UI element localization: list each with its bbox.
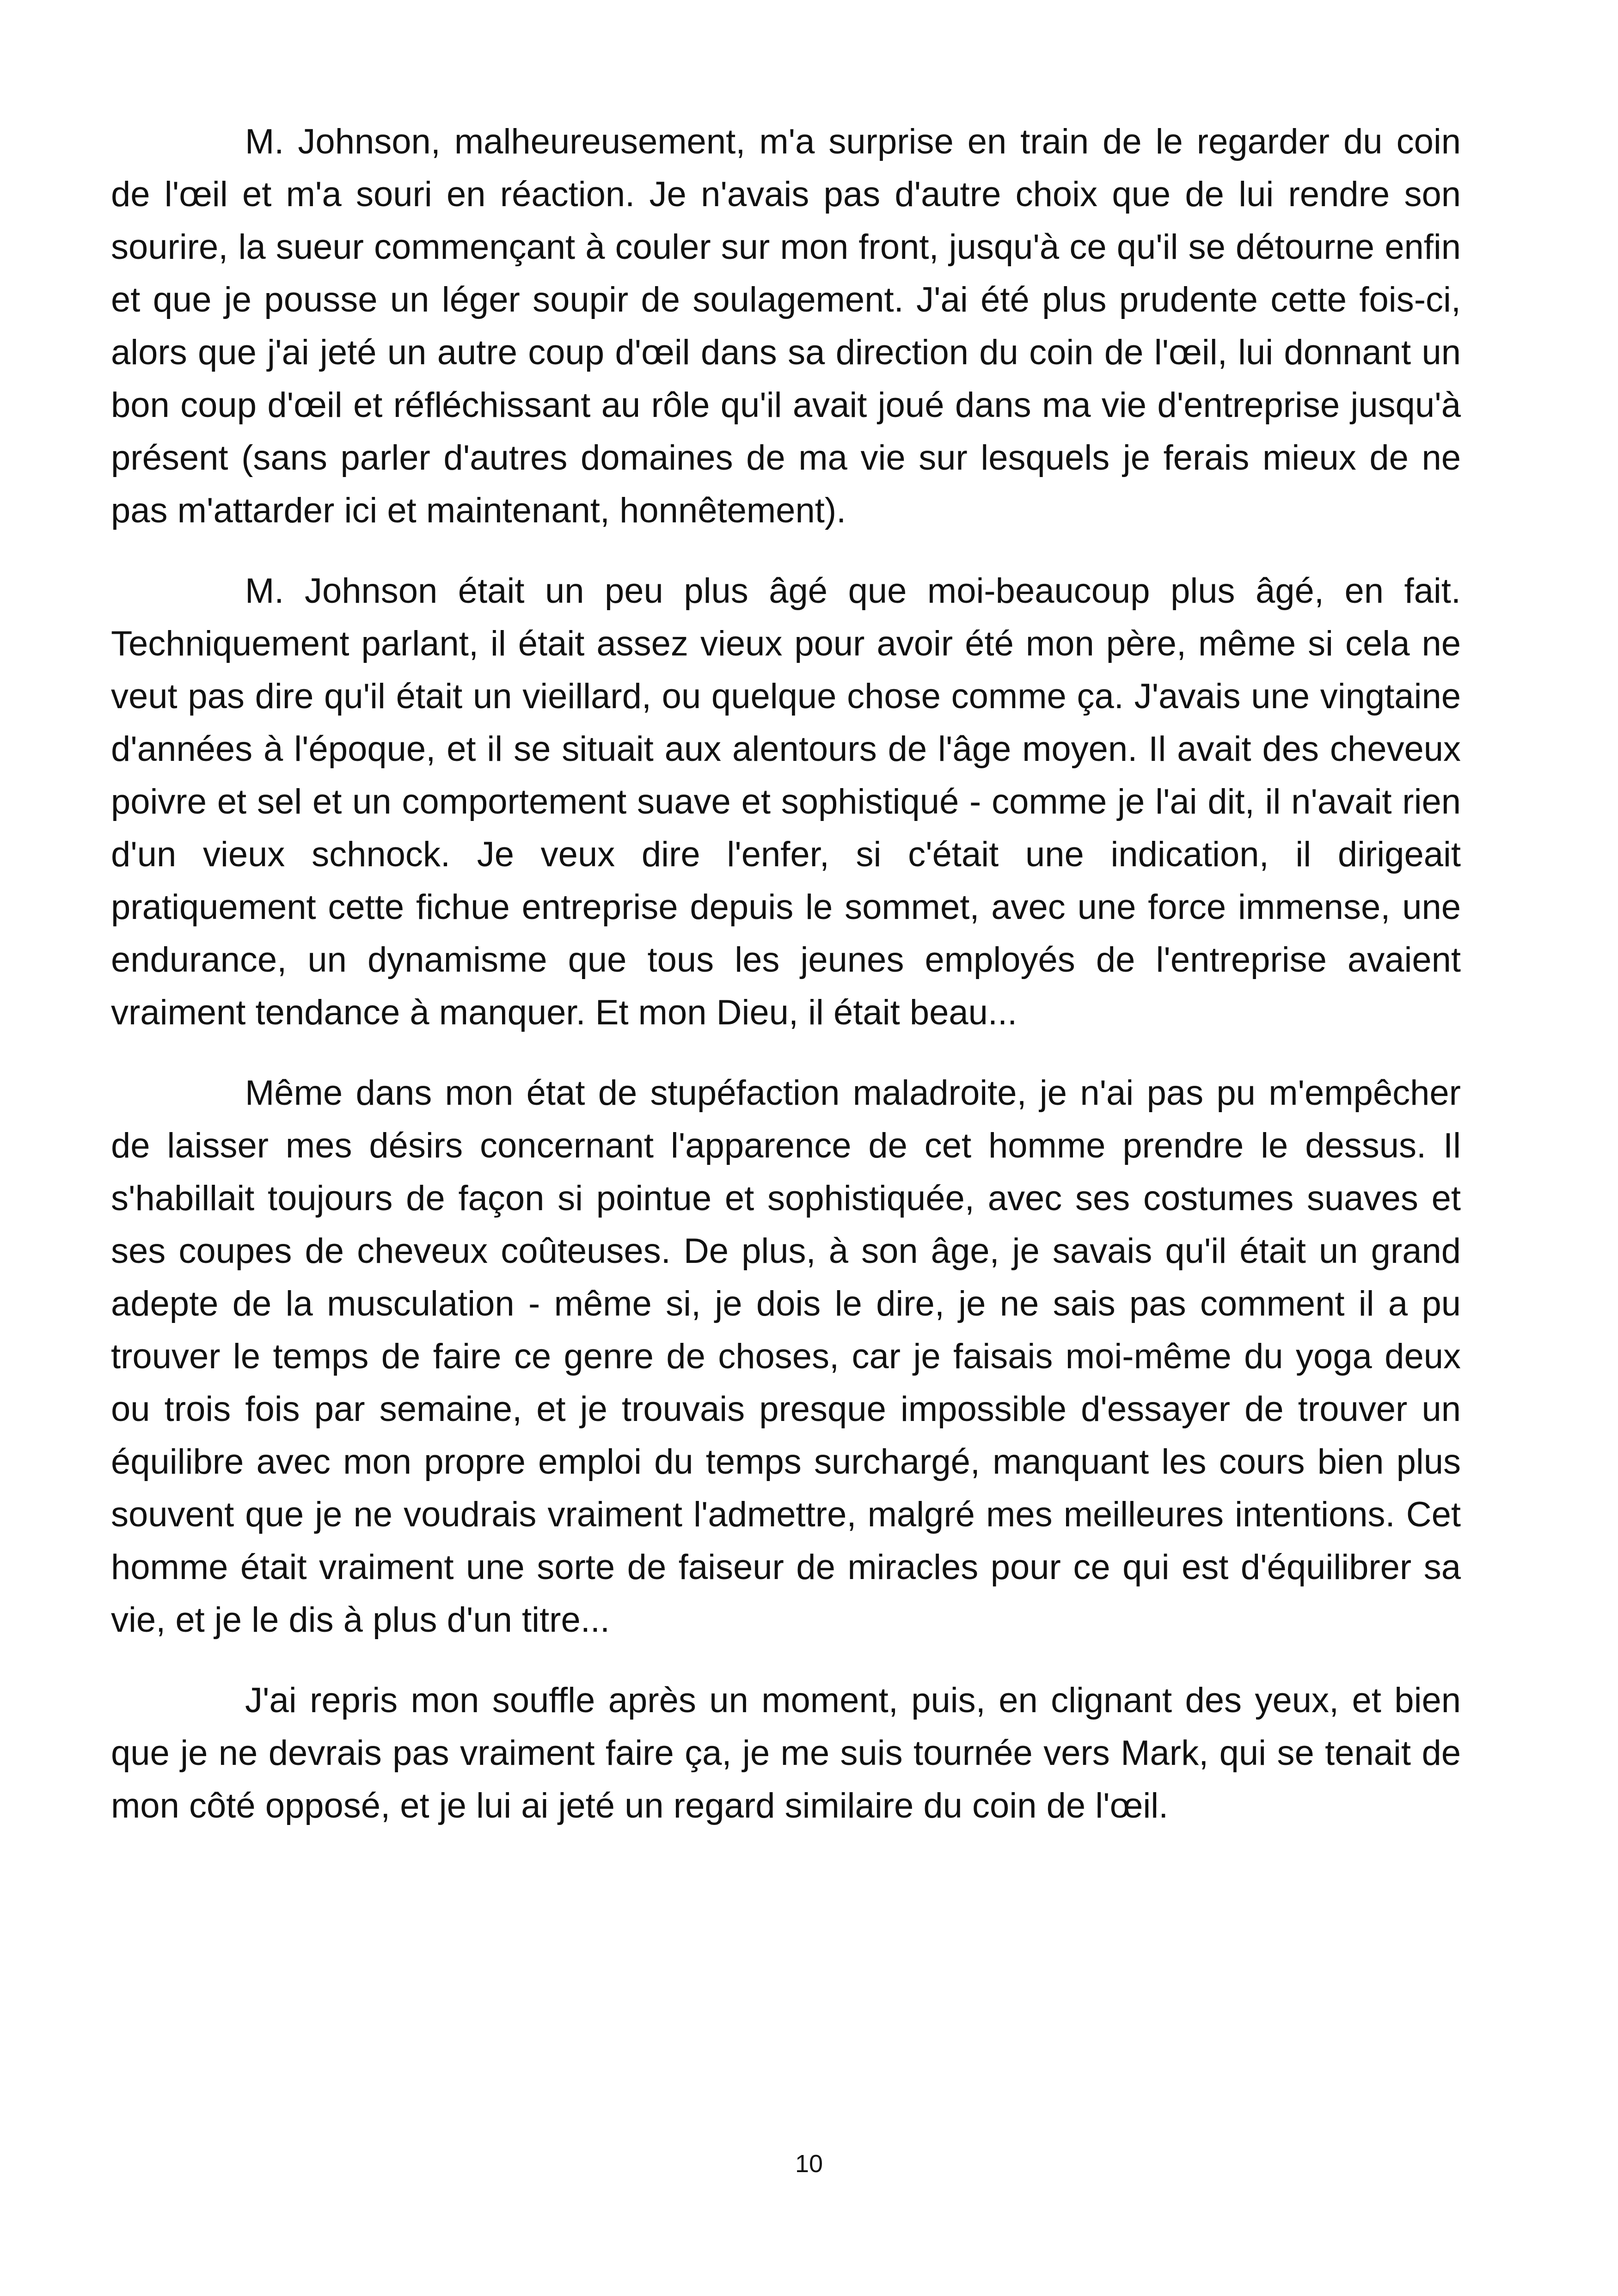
page-number: 10 [795, 2150, 823, 2178]
paragraph-4: J'ai repris mon souffle après un moment, puis, en clignant des yeux, et bien que je ne devrais pas vraiment faire ça, je me suis tournée vers Mark, qui se tenait de mon côté opposé, et je lui ai jeté un regard similaire du coin de l'œil. [111, 1681, 1461, 1825]
paragraph-1: M. Johnson, malheureusement, m'a surprise en train de le regarder du coin de l'œil et m'a souri en réaction. Je n'avais pas d'autre choix que de lui rendre son sourire, la sueur commençant à couler sur mon front, jusqu'à ce qu'il se détourne enfin et que je pousse un léger soupir de soulagement. J'ai été plus prudente cette fois-ci, alors que j'ai jeté un autre coup d'œil dans sa direction du coin de l'œil, lui donnant un bon coup d'œil et réfléchissant au rôle qu'il avait joué dans ma vie d'entreprise jusqu'à présent (sans parler d'autres domaines de ma vie sur lesquels je ferais mieux de ne pas m'attarder ici et maintenant, honnêtement). [111, 122, 1461, 530]
body-text [111, 116, 1461, 1860]
paragraph-3: Même dans mon état de stupéfaction maladroite, je n'ai pas pu m'empêcher de laisser mes désirs concernant l'apparence de cet homme prendre le dessus. Il s'habillait toujours de façon si pointue et sophistiquée, avec ses costumes suaves et ses coupes de cheveux coûteuses. De plus, à son âge, je savais qu'il était un grand adepte de la musculation - même si, je dois le dire, je ne sais pas comment il a pu trouver le temps de faire ce genre de choses, car je faisais moi-même du yoga deux ou trois fois par semaine, et je trouvais presque impossible d'essayer de trouver un équilibre avec mon propre emploi du temps surchargé, manquant les cours bien plus souvent que je ne voudrais vraiment l'admettre, malgré mes meilleures intentions. Cet homme était vraiment une sorte de faiseur de miracles pour ce qui est d'équilibrer sa vie, et je le dis à plus d'un titre... [111, 1073, 1461, 1640]
paragraph-2: M. Johnson était un peu plus âgé que moi-beaucoup plus âgé, en fait. Techniquement parlant, il était assez vieux pour avoir été mon père, même si cela ne veut pas dire qu'il était un vieillard, ou quelque chose comme ça. J'avais une vingtaine d'années à l'époque, et il se situait aux alentours de l'âge moyen. Il avait des cheveux poivre et sel et un comportement suave et sophistiqué - comme je l'ai dit, il n'avait rien d'un vieux schnock. Je veux dire l'enfer, si c'était une indication, il dirigeait pratiquement cette fichue entreprise depuis le sommet, avec une force immense, une endurance, un dynamisme que tous les jeunes employés de l'entreprise avaient vraiment tendance à manquer. Et mon Dieu, il était beau... [111, 571, 1461, 1032]
